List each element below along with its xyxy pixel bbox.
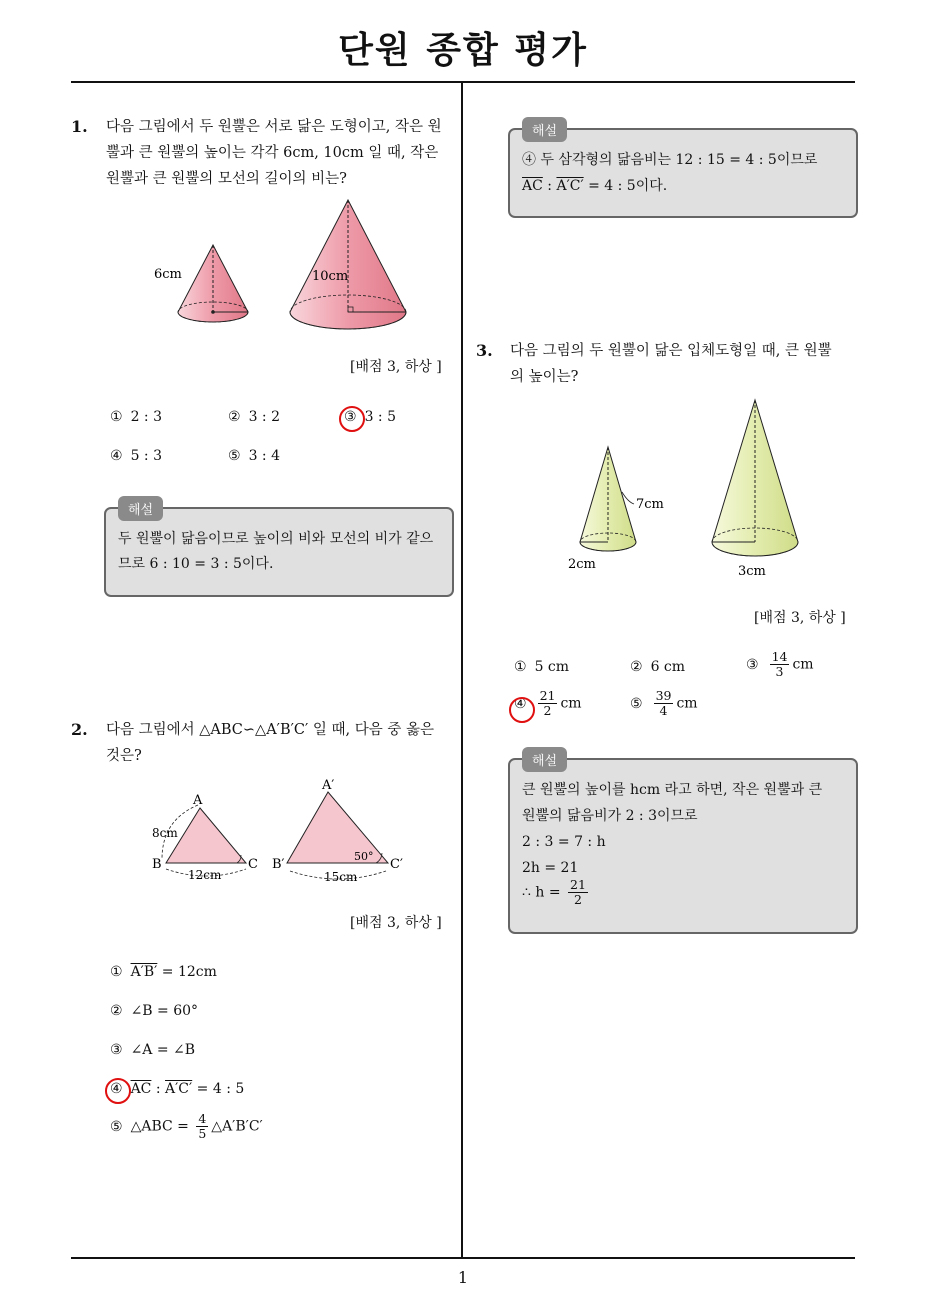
small-radius-label: 2cm [568, 557, 596, 572]
q1-option-3[interactable]: ③ 3 : 5 [344, 409, 396, 425]
large-cone [290, 200, 406, 329]
q1-number: 1. [71, 117, 88, 136]
angle-label: 50° [354, 850, 374, 863]
q2-text: 다음 그림에서 △ABC∽△A′B′C′ 일 때, 다음 중 옳은 것은? [106, 722, 435, 764]
small-cone-height-label: 6cm [154, 267, 182, 282]
answer-circle [339, 406, 365, 432]
q1-solution-tag: 해설 [118, 496, 163, 521]
side-bc-label: 12cm [188, 868, 222, 882]
q3-option-1[interactable]: ① 5 cm [514, 659, 570, 675]
column-divider [461, 83, 463, 1258]
q3-cones-figure [560, 392, 820, 582]
q1-score: [배점 3, 하상 ] [350, 359, 442, 375]
q1-solution-text: 두 원뿔이 닮음이므로 높이의 비와 모선의 비가 같으므로 6 : 10 = 3 : 5이다. [118, 531, 434, 572]
q3-option-3[interactable]: ③ $\frac{14}{3}$ cm [746, 649, 814, 679]
q2-option-5[interactable]: ⑤ △ABC = $\frac{4}{5}$ △A′B′C′ [110, 1111, 263, 1141]
q3-option-2[interactable]: ② 6 cm [630, 659, 686, 675]
q2-solution-line1: ④ 두 삼각형의 닮음비는 12 : 15 = 4 : 5이므로 [522, 152, 818, 168]
q3-solution-line3: 2 : 3 = 7 : h [522, 834, 606, 850]
bottom-rule [71, 1257, 855, 1259]
q2-score: [배점 3, 하상 ] [350, 915, 442, 931]
top-rule [71, 81, 855, 83]
q2-solution-tag: 해설 [522, 117, 567, 142]
vertex-b: B [152, 857, 162, 872]
q3-option-5[interactable]: ⑤ $\frac{39}{4}$ cm [630, 688, 698, 718]
vertex-a: A [193, 793, 203, 808]
page-number: 1 [457, 1268, 469, 1287]
fraction: $\frac{21}{2}$ [570, 877, 586, 907]
q3-option-4[interactable]: ④ $\frac{21}{2}$ cm [514, 689, 582, 718]
q3-solution-line5: ∴ h = $\frac{21}{2}$ [522, 877, 586, 907]
answer-circle [105, 1078, 131, 1104]
large-cone-height-label: 10cm [312, 269, 349, 284]
answer-circle [509, 697, 535, 723]
q3-solution-box [508, 758, 858, 934]
slant-height-label: 7cm [636, 497, 664, 512]
q3-solution-tag: 해설 [522, 747, 567, 772]
q1-text: 다음 그림에서 두 원뿔은 서로 닮은 도형이고, 작은 원뿔과 큰 원뿔의 높이는 각각 6cm, 10cm 일 때, 작은 원뿔과 큰 원뿔의 모선의 길이의 비는? [106, 119, 442, 187]
vertex-b-prime: B′ [272, 857, 285, 872]
q2-option-1[interactable]: ① A′B′ = 12cm [110, 964, 217, 980]
q2-triangles-figure [140, 775, 420, 890]
q1-option-2[interactable]: ② 3 : 2 [228, 409, 280, 425]
side-bc-prime-label: 15cm [324, 870, 358, 884]
fraction: $\frac{4}{5}$ [198, 1111, 207, 1141]
fraction: $\frac{21}{2}$ [539, 688, 556, 718]
q3-text: 다음 그림의 두 원뿔이 닮은 입체도형일 때, 큰 원뿔의 높이는? [510, 343, 832, 385]
q2-option-2[interactable]: ② ∠B = 60° [110, 1003, 199, 1019]
triangle-abc [162, 805, 246, 876]
fraction: $\frac{39}{4}$ [655, 688, 672, 718]
vertex-c: C [248, 857, 258, 872]
q1-option-5[interactable]: ⑤ 3 : 4 [228, 448, 280, 464]
q1-option-1[interactable]: ① 2 : 3 [110, 409, 162, 425]
q3-solution-line2: 원뿔의 닮음비가 2 : 3이므로 [522, 808, 698, 824]
q1-option-4[interactable]: ④ 5 : 3 [110, 448, 162, 464]
q2-option-4[interactable]: ④ $\overline{AC}$ : A′C′ = 4 : 5 [110, 1081, 244, 1097]
large-green-cone [712, 400, 798, 556]
q1-cones-figure [140, 190, 440, 340]
q2-number: 2. [71, 720, 88, 739]
vertex-a-prime: A′ [322, 778, 335, 793]
q3-number: 3. [476, 341, 493, 360]
large-radius-label: 3cm [738, 564, 766, 579]
fraction: $\frac{14}{3}$ [771, 649, 788, 679]
small-cone [178, 245, 248, 322]
page-title: 단원 종합 평가 [338, 30, 588, 71]
q3-solution-line4: 2h = 21 [522, 860, 579, 876]
q2-solution-line2: $\overline{AC}$ : A′C′ = 4 : 5이다. [522, 178, 668, 194]
triangle-abc-prime [287, 792, 388, 879]
q3-score: [배점 3, 하상 ] [754, 610, 846, 626]
small-green-cone [580, 447, 636, 551]
vertex-c-prime: C′ [390, 857, 403, 872]
q2-option-3[interactable]: ③ ∠A = ∠B [110, 1042, 196, 1058]
side-ab-label: 8cm [152, 826, 178, 840]
q3-solution-line1: 큰 원뿔의 높이를 hcm 라고 하면, 작은 원뿔과 큰 [522, 782, 823, 798]
